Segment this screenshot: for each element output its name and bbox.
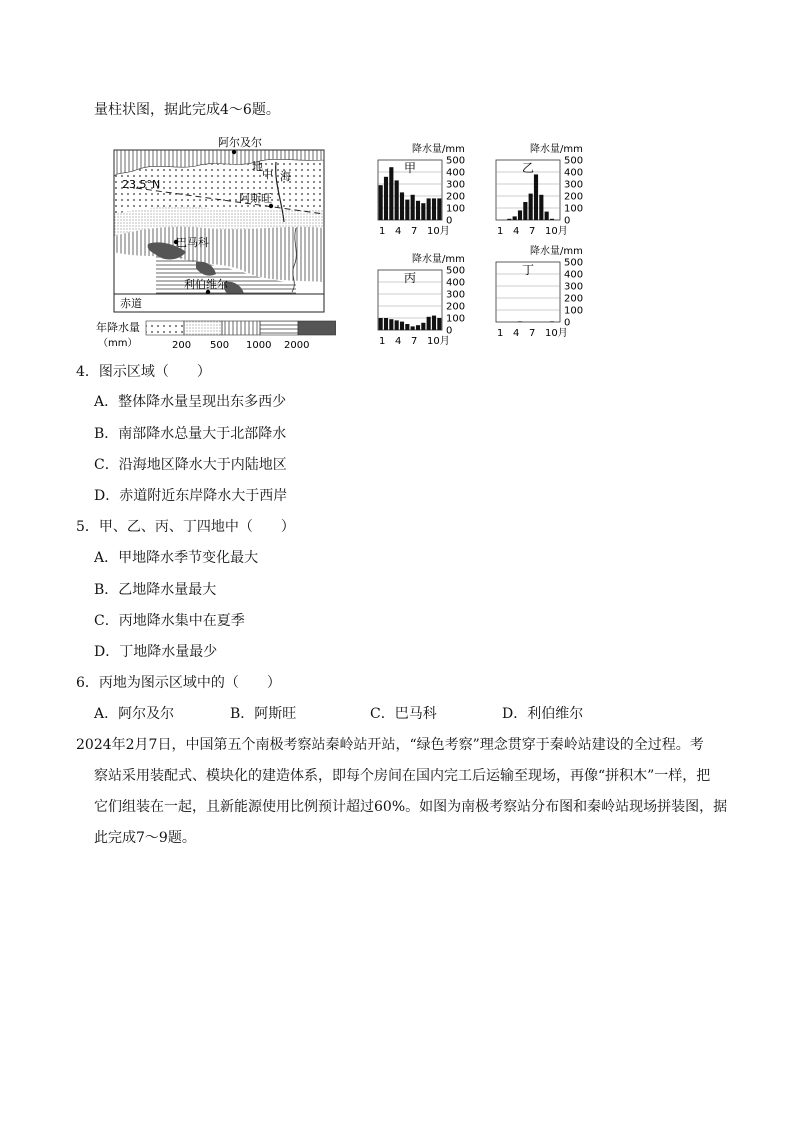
chart-ytick: 400 [446,167,466,179]
chart-ytick: 300 [446,179,466,191]
chart-ytick: 100 [564,203,584,215]
legend-tick-500: 500 [210,340,230,351]
passage-line-4: 此完成7～9题。 [94,830,196,846]
chart-bar [539,195,543,220]
chart-bar [432,198,436,220]
intro-text: 量柱状图，据此完成4～6题。 [94,102,280,118]
chart-xtick: 7 [411,226,418,237]
chart-bar [389,319,393,330]
legend-tick-2000: 2000 [284,340,310,351]
chart-bar [411,195,415,220]
q5-option-c[interactable]: C．丙地降水集中在夏季 [94,613,245,629]
q6-option-d[interactable]: D．利伯维尔 [502,706,584,722]
chart-bar [523,202,527,220]
chart-bar [545,212,549,220]
chart-bar [518,210,522,220]
chart-ylabel: 降水量/mm [412,144,465,155]
chart-bar [427,317,431,330]
chart-station-name: 丙 [404,271,417,285]
label-bamako: 巴马科 [176,236,209,249]
chart-xtick: 10月 [427,336,450,347]
chart-bar [421,323,425,330]
chart-xtick: 7 [529,226,536,237]
q5-option-a[interactable]: A．甲地降水季节变化最大 [94,550,259,566]
chart-bar [550,219,554,220]
chart-xtick: 10月 [545,328,568,339]
passage-line-1: 2024年2月7日，中国第五个南极考察站秦岭站开站，“绿色考察”理念贯穿于秦岭站建设的全过程。考 [76,737,704,753]
chart-ytick: 100 [446,203,466,215]
chart-ytick: 200 [446,191,466,203]
chart-bar [395,320,399,330]
chart-ytick: 500 [446,155,466,167]
chart-ytick: 300 [564,281,584,293]
chart-bar [379,318,383,330]
chart-xtick: 1 [497,328,504,339]
chart-ytick: 500 [564,155,584,167]
passage-line-2: 察站采用装配式、模块化的建造体系，即每个房间在国内完工后运输至现场，再像“拼积木”一样，把 [94,768,711,784]
precip-chart-ding [492,242,612,342]
chart-bar [405,324,409,330]
chart-xtick: 10月 [545,226,568,237]
chart-bar [395,180,399,220]
chart-ytick: 500 [564,257,584,269]
chart-bar [534,174,538,220]
question-6-stem: 6．丙地为图示区域中的（ ） [76,675,281,691]
label-libreville: 利伯维尔 [184,278,228,291]
chart-bar [416,325,420,330]
chart-bar [379,185,383,220]
chart-bar [389,167,393,220]
q6-option-a[interactable]: A．阿尔及尔 [94,706,175,722]
q6-option-c[interactable]: C．巴马科 [370,706,437,722]
chart-station-name: 丁 [522,263,535,277]
chart-ytick: 100 [446,313,466,325]
legend-title: 年降水量 [96,321,140,334]
question-5-stem: 5．甲、乙、丙、丁四地中（ ） [76,519,295,535]
legend-unit: （mm） [98,338,138,349]
chart-station-name: 甲 [404,161,417,175]
chart-ylabel: 降水量/mm [530,246,583,257]
label-tropic: 23.5°N [122,178,161,191]
chart-bar [384,177,388,220]
chart-ytick: 200 [446,301,466,313]
chart-xtick: 1 [497,226,504,237]
chart-station-name: 乙 [522,161,535,175]
legend-tick-1000: 1000 [246,340,272,351]
q4-option-a[interactable]: A．整体降水量呈现出东多西少 [94,394,287,410]
chart-xtick: 10月 [427,226,450,237]
chart-bar [411,326,415,330]
chart-bar [518,321,522,322]
chart-bar [513,216,517,220]
chart-ytick: 400 [564,269,584,281]
passage-line-3: 它们组装在一起，且新能源使用比例预计超过60%。如图为南极考察站分布图和秦岭站现场拼装图，据 [94,799,728,815]
chart-ytick: 100 [564,305,584,317]
chart-bar [507,219,511,220]
chart-ytick: 0 [446,215,453,227]
chart-xtick: 4 [513,328,520,339]
precip-chart-bing [374,250,494,350]
q5-option-b[interactable]: B．乙地降水量最大 [94,582,217,598]
chart-ytick: 200 [564,191,584,203]
chart-ytick: 0 [446,325,453,337]
chart-ylabel: 降水量/mm [530,144,583,155]
chart-bar [421,203,425,220]
chart-bar [437,318,441,330]
chart-xtick: 1 [379,336,386,347]
chart-bar [550,321,554,322]
chart-bar [400,192,404,220]
chart-bar [437,198,441,220]
q5-option-d[interactable]: D．丁地降水量最少 [94,644,218,660]
chart-ylabel: 降水量/mm [412,254,465,265]
label-sea-2: 中 [262,168,273,181]
label-algiers: 阿尔及尔 [218,136,262,149]
question-4-stem: 4．图示区域（ ） [76,364,211,380]
chart-ytick: 0 [564,317,571,329]
chart-bar [405,200,409,220]
chart-bar [432,316,436,330]
chart-bar [427,198,431,220]
chart-xtick: 4 [513,226,520,237]
precipitation-map [96,132,336,352]
chart-xtick: 7 [529,328,536,339]
legend-tick-200: 200 [172,340,192,351]
precip-chart-yi [492,140,612,240]
chart-xtick: 7 [411,336,418,347]
chart-bar [416,201,420,220]
chart-bar [529,194,533,220]
q4-option-c[interactable]: C．沿海地区降水大于内陆地区 [94,457,287,473]
chart-ytick: 400 [446,277,466,289]
q4-option-d[interactable]: D．赤道附近东岸降水大于西岸 [94,488,288,504]
label-sea-3: 海 [280,170,291,183]
label-equator: 赤道 [120,297,142,310]
q4-option-b[interactable]: B．南部降水总量大于北部降水 [94,426,287,442]
chart-ytick: 0 [564,215,571,227]
chart-xtick: 4 [395,336,402,347]
q6-option-b[interactable]: B．阿斯旺 [230,706,297,722]
chart-ytick: 400 [564,167,584,179]
chart-bar [384,318,388,330]
chart-bar [400,322,404,330]
label-sea-1: 地 [252,160,263,173]
precip-chart-jia [374,140,494,240]
label-aswan: 阿斯旺 [239,192,272,205]
chart-xtick: 1 [379,226,386,237]
chart-ytick: 500 [446,265,466,277]
chart-xtick: 4 [395,226,402,237]
chart-ytick: 200 [564,293,584,305]
chart-ytick: 300 [446,289,466,301]
chart-ytick: 300 [564,179,584,191]
